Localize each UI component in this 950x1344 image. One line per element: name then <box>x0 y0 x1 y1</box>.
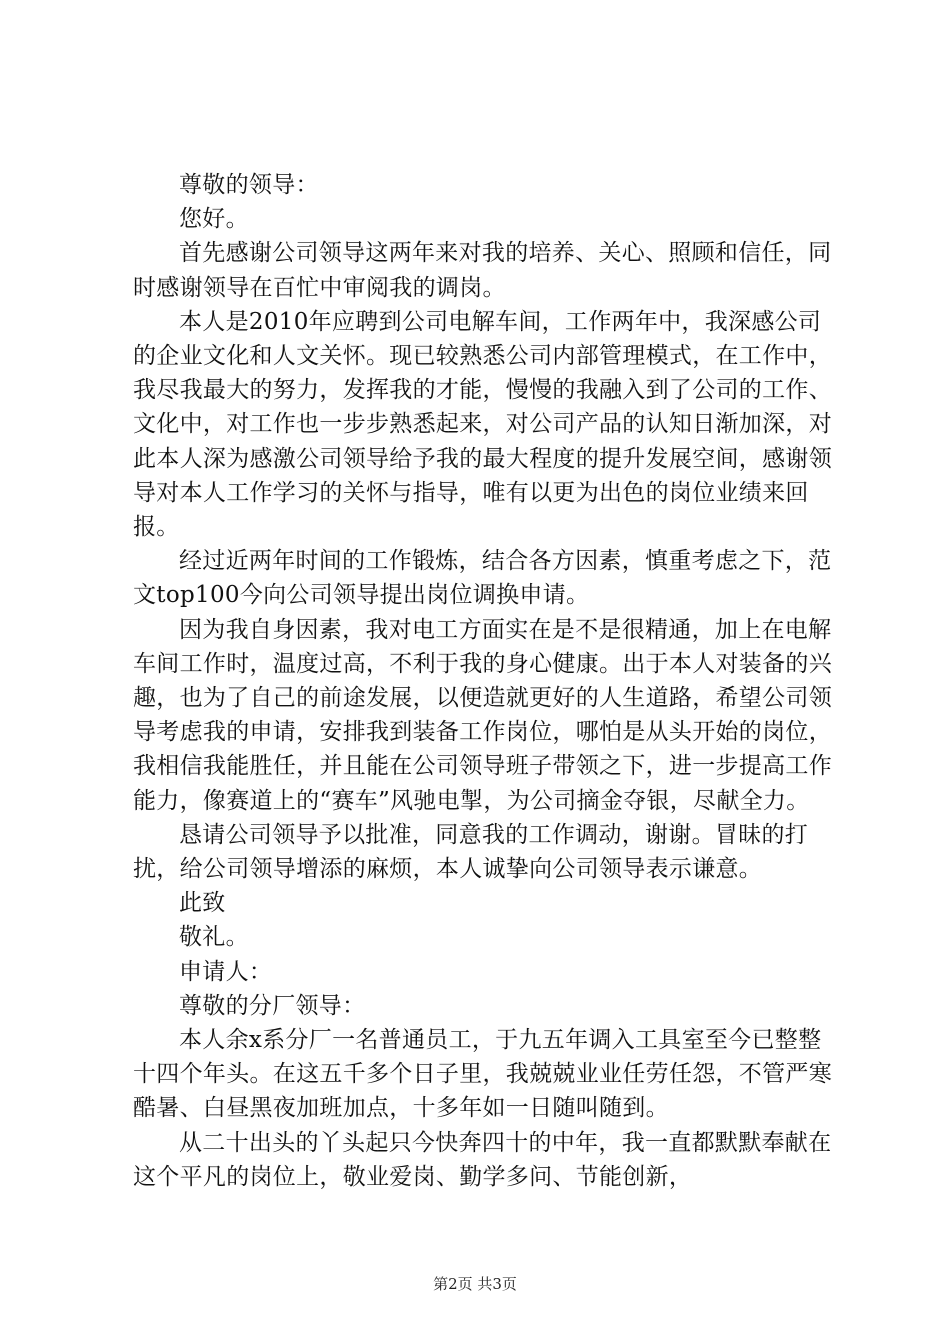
paragraph-reasons: 因为我自身因素，我对电工方面实在是不是很精通，加上在电解车间工作时，温度过高，不利于我的身心健康。出于本人对装备的兴趣，也为了自己的前途发展，以便造就更好的人生道路，希望公司领导考虑我的申请，安排我到装备工作岗位，哪怕是从头开始的岗位，我相信我能胜任，并且能在公司领导班子带领之下，进一步提高工作能力，像赛道上的“赛车”风驰电掣，为公司摘金夺银，尽献全力。 <box>133 616 832 814</box>
closing-salute: 敬礼。 <box>179 924 249 951</box>
paragraph-introduction: 本人余x系分厂一名普通员工，于九五年调入工具室至今已整整十四个年头。在这五千多个日子里，我兢兢业业任劳任怨，不管严寒酷暑、白昼黑夜加班加点，十多年如一日随叫随到。 <box>133 1027 832 1122</box>
document-body <box>133 168 833 1194</box>
paragraph-dedication: 从二十出头的丫头起只今快奔四十的中年，我一直都默默奉献在这个平凡的岗位上，敬业爱岗、勤学多问、节能创新， <box>133 1129 832 1190</box>
applicant-signature: 申请人： <box>179 958 273 985</box>
paragraph-thanks: 首先感谢公司领导这两年来对我的培养、关心、照顾和信任，同时感谢领导在百忙中审阅我的调岗。 <box>133 240 832 301</box>
greeting: 您好。 <box>179 206 249 233</box>
paragraph-request: 经过近两年时间的工作锻炼，结合各方因素，慎重考虑之下，范文top100今向公司领导提出岗位调换申请。 <box>133 548 832 609</box>
salutation: 尊敬的领导： <box>179 172 319 198</box>
second-salutation: 尊敬的分厂领导： <box>179 992 366 1019</box>
page-number-footer: 第2页 共3页 <box>433 1275 517 1293</box>
paragraph-plea: 恳请公司领导予以批准，同意我的工作调动，谢谢。冒昧的打扰，给公司领导增添的麻烦，本人诚挚向公司领导表示谦意。 <box>133 821 809 883</box>
closing-regards: 此致 <box>179 890 226 917</box>
paragraph-background: 本人是2010年应聘到公司电解车间，工作两年中，我深感公司的企业文化和人文关怀。现已较熟悉公司内部管理模式，在工作中，我尽我最大的努力，发挥我的才能，慢慢的我融入到了公司的工作、文化中，对工作也一步步熟悉起来，对公司产品的认知日渐加深，对此本人深为感激公司领导给予我的最大程度的提升发展空间，感谢领导对本人工作学习的关怀与指导，唯有以更为出色的岗位业绩来回报。 <box>133 308 832 541</box>
